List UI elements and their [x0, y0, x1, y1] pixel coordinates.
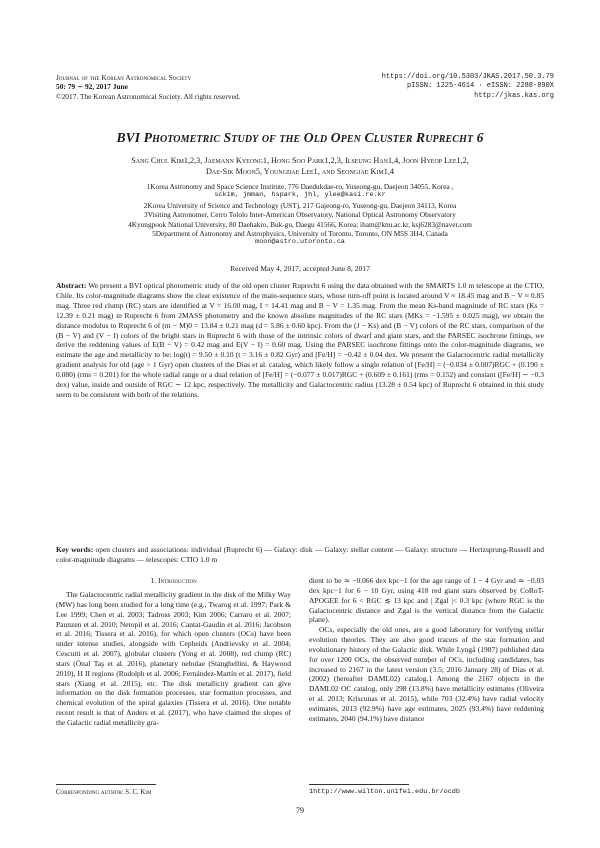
section-heading-introduction: 1. Introduction — [150, 576, 197, 585]
footnote-rule-right — [309, 784, 409, 785]
journal-url[interactable]: http://jkas.kas.org — [474, 91, 554, 100]
authors-line-1: Sang Chul Kim1,2,3, Jaemann Kyeong1, Hong Soo Park1,2,3, Ilseung Han1,4, Joon Hyeop Lee1,2, — [131, 156, 469, 165]
affiliation-4: 4Kyungpook National University, 80 Daehakro, Buk-gu, Daegu 41566, Korea; iham@knu.ac.kr, ksj6283@naver.com — [128, 219, 472, 229]
affiliation-1-emails: sckim, jmman, hspark, jhl, ylee@kasi.re.kr — [214, 191, 386, 200]
keywords-label: Key words: — [56, 545, 94, 554]
affiliation-3: 3Visiting Astronomer, Cerro Tololo Inter-American Observatory, National Optical Astronomy Observatory — [144, 210, 456, 220]
affiliations — [45, 182, 555, 248]
journal-volume: 50: 79 ∼ 92, 2017 June — [56, 82, 128, 92]
keywords — [56, 545, 544, 565]
copyright-line: ©2017. The Korean Astronomical Society. All rights reserved. — [56, 91, 241, 101]
footnote-url[interactable]: 1http://www.wilton.unifei.edu.br/ocdb — [309, 788, 460, 796]
affiliation-1: 1Korea Astronomy and Space Science Institute, 776 Daedukdae-ro, Yuseong-gu, Daejeon 34055, Korea , — [146, 182, 454, 191]
journal-identifiers — [340, 73, 554, 101]
corresponding-author: Corresponding author: S. C. Kim — [56, 789, 152, 796]
footnote-rule-left — [56, 784, 156, 785]
authors-line-2: Dae-Sik Moon5, Youngdae Lee1, and Seongjae Kim1,4 — [206, 166, 394, 176]
intro-right-column — [309, 576, 544, 724]
intro-paragraph-2: OCs, especially the old ones, are a good laboratory for verifying stellar evolution theories. They are also good tracers of the star formation and evolutionary history of the Galactic disk. While Lyngå (1987) published data for over 1200 OCs, the observed number of OCs, including candidates, has increased to 2167 in the latest version (3.5; 2016 January 28) of Dias et al. (2002) (hereafter DAML02) catalog.1 Among the 2167 objects in the DAML02 OC catalog, only 298 (13.8%) have metallicity estimates (Oliveira et al. 2013; Kriscunas et al. 2015), while 703 (32.4%) have radial velocity estimates, 2013 (92.9%) have age estimates, 2025 (93.4%) have reddening estimates, 2040 (94.1%) have distance — [309, 625, 544, 723]
affiliation-2: 2Korea University of Science and Technology (UST), 217 Gajeong-ro, Yuseong-gu, Daejeon 34113, Korea — [143, 200, 457, 210]
journal-name: Journal of the Korean Astronomical Society — [56, 73, 192, 82]
abstract-label: Abstract: — [56, 281, 87, 290]
intro-paragraph-1-cont: dient to be ≃ −0.066 dex kpc−1 for the age range of 1 − 4 Gyr and ≃ −0.03 dex kpc−1 for 6 − 10 Gyr, using 418 red giant stars observed by CoRoT-APOGEE for 6 < RGC ≲ 13 kpc and | Zgal |< 0.3 kpc (where RGC is the Galactocentric distance and Zgal is the vertical distance from the Galactic plane). — [309, 576, 544, 625]
issn-line: pISSN: 1225-4614 · eISSN: 2288-890X — [406, 82, 554, 91]
author-list — [45, 156, 555, 177]
affiliation-5: 5Department of Astronomy and Astrophysics, University of Toronto, Toronto, ON M5S 3H4, Canada — [152, 229, 448, 239]
intro-left-column — [56, 590, 291, 728]
received-dates: Received May 4, 2017; accepted June 8, 2017 — [230, 264, 370, 273]
intro-paragraph-1: The Galactocentric radial metallicity gradient in the disk of the Milky Way (MW) has long been studied for a long time (e.g., Twarog et al. 1997; Park & Lee 1999; Chen et al. 2003; Tadross 2003; Kim 2006; Carraro et al. 2007; Paunzen et al. 2010; Netopil et al. 2016; Cantat-Gaudin et al. 2016; Jacobson et al. 2016; Tissera et al. 2016), for which open clusters (OCs) have been under intense studies, alongside with Cepheids (Andrievsky et al. 2004; Cescutti et al. 2007), globular clusters (Yong et al. 2008), red clump (RC) stars (Önal Taş et al. 2016), planetary nebulae (Stanghellini, & Haywood 2010), H II regions (Rudolph et al. 2006; Fernández-Martín et al. 2017), field stars (Xiang et al. 2015), etc. The disk metallicity gradient can give information on the disk formation processes, star formation processes, and chemical evolution of the spiral galaxies (Tissera et al. 2016). One notable recent result is that of Anders et al. (2017), who have claimed the slopes of the Galactic radial metallicity gra- — [56, 590, 291, 727]
page-number: 79 — [296, 806, 304, 815]
affiliation-5-email: moon@astro.utoronto.ca — [255, 238, 345, 247]
abstract — [56, 281, 544, 400]
abstract-text: We present a BVI optical photometric study of the old open cluster Ruprecht 6 using the data obtained with the SMARTS 1.0 m telescope at the CTIO, Chile. Its color-magnitude diagrams show the clear existence of the main-sequence stars, whose turn-off point is located around V ≈ 18.45 mag and B − V ≈ 0.85 mag. Three red clump (RC) stars are identified at V = 16.00 mag, I = 14.41 mag and B − V = 1.35 mag. From the mean Ks-band magnitude of RC stars (Ks = 12.39 ± 0.21 mag) in Ruprecht 6 from 2MASS photometry and the known absolute magnitudes of the RC stars (MKs = −1.595 ± 0.025 mag), we obtain the distance modulus to Ruprecht 6 of (m − M)0 = 13.84 ± 0.21 mag (d = 5.86 ± 0.60 kpc). From the (J − Ks) and (B − V) colors of the RC stars, comparison of the (B − V) and (V − I) colors of the bright stars in Ruprecht 6 with those of the intrinsic colors of dwarf and giant stars, and the PARSEC isochrone fittings, we derive the reddening values of E(B − V) = 0.42 mag and E(V − I) = 0.60 mag. Using the PARSEC isochrone fittings onto the color-magnitude diagrams, we estimate the age and metallicity to be: log(t) = 9.50 ± 0.10 (t = 3.16 ± 0.82 Gyr) and [Fe/H] = −0.42 ± 0.04 dex. We present the Galactocentric radial metallicity gradient analysis for old (age > 1 Gyr) open clusters of the Dias et al. catalog, which likely follow a single relation of [Fe/H] = (−0.034 ± 0.007)RGC + (0.190 ± 0.080) (rms = 0.201) for the whole radial range or a dual relation of [Fe/H] = (−0.077 ± 0.017)RGC + (0.609 ± 0.161) (rms = 0.152) and constant ([Fe/H] ∼ −0.3 dex) value, inside and outside of RGC ∼ 12 kpc, respectively. The metallicity and Galactocentric radius (13.28 ± 0.54 kpc) of Ruprecht 6 obtained in this study seem to be consistent with both of the relations. — [56, 281, 544, 399]
keywords-text: open clusters and associations: individual (Ruprecht 6) — Galaxy: disk — Galaxy: stellar content — Galaxy: structure — Hertzsprung-Russell and color-magnitude diagrams — telescopes: CTIO 1.0 m — [56, 545, 544, 564]
paper-title: BVI Photometric Study of the Old Open Cluster Ruprecht 6 — [116, 130, 484, 145]
doi-link[interactable]: https://doi.org/10.5303/JKAS.2017.50.3.79 — [381, 73, 554, 81]
journal-header — [56, 73, 346, 101]
